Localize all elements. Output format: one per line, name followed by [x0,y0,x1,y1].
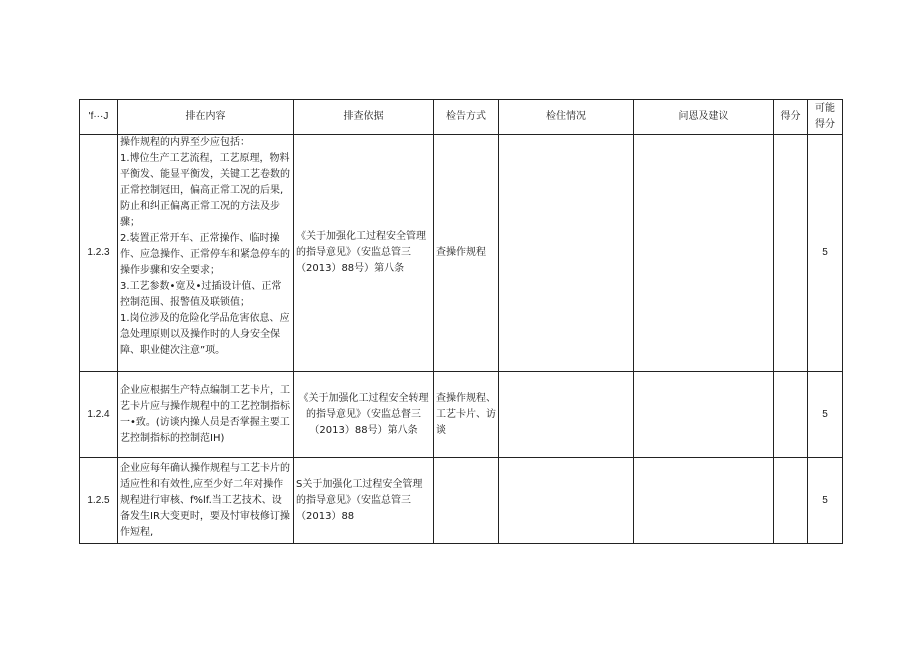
row-basis: 《关于加强化工过程安全管理的指导意见》（安监总管三（2013）88号）第八条 [294,135,434,372]
row-score [774,458,808,544]
row-issues [634,458,774,544]
content-line: 企业应每年确认操作规程与工艺卡片的适应性和有效性,应至少好二年对操作规程进行审核、f%lf.当工艺技术、设备发生IR大变更时，要及忖审枝修订操作短程, [120,462,290,538]
row-issues [634,135,774,372]
header-content: 排在内容 [118,100,294,135]
row-content [118,135,294,372]
row-id: 1.2.3 [80,135,118,372]
row-score [774,372,808,458]
row-score [774,135,808,372]
content-line: 操作规程的内界至少应包括： [120,137,250,148]
row-basis: S关于加强化工过程安全管理的指导意见》（安监总管三（2013）88 [294,458,434,544]
content-line: 1.博位生产工艺流程，工艺原理，物料平衡发、能显平衡发，关键工艺卷数的正常控制冠田，偏高正常工况的后果,防止和纠正偏离正常工况的方法及步骤； [120,153,290,228]
row-method [434,458,499,544]
content-line: 企业应根据生产特点编制工艺卡片，工艺卡片应与操作规程中的工艺控制指标一•致。(访谈内操人员是否掌握主要工艺控制指标的控制范IH) [120,384,290,444]
header-basis: 排查依据 [294,100,434,135]
table-row [80,372,843,458]
row-situation [499,458,634,544]
header-id: 'f···J [80,100,118,135]
content-line: 3.工艺参数•宽及•过插设计值、正常控制范围、报警值及联锁值； [120,281,282,308]
row-id: 1.2.4 [80,372,118,458]
row-possible-score: 5 [808,458,843,544]
row-situation [499,372,634,458]
row-issues [634,372,774,458]
row-possible-score: 5 [808,135,843,372]
row-method: 查操作规程 [434,135,499,372]
row-content [118,458,294,544]
table-row [80,458,843,544]
header-possible-line-1: 可能 [815,103,835,114]
row-content [118,372,294,458]
header-score: 得分 [774,100,808,135]
content-line: 2.装置正常开车、正常操作、临时操作、应急操作、正常停车和紧急停车的操作步骤和安全要求； [120,233,290,276]
header-possible-line-2: 得分 [815,119,835,130]
table-row [80,135,843,372]
header-method: 检告方式 [434,100,499,135]
row-id: 1.2.5 [80,458,118,544]
header-situation: 检住情况 [499,100,634,135]
row-possible-score: 5 [808,372,843,458]
row-situation [499,135,634,372]
row-basis: 《关于加强化工过程安全转理的指导意见》（安监总督三（2013）88号）第八条 [294,372,434,458]
header-possible-score [808,100,843,135]
header-issues: 问恩及建议 [634,100,774,135]
header-row [80,100,843,135]
row-method: 查操作规程、工艺卡片、访谈 [434,372,499,458]
content-line: 1.岗位涉及的危险化学品危害依息、应急处理原则以及操作时的人身安全保障、职业健次注意”项。 [120,313,290,356]
inspection-table [79,99,843,544]
